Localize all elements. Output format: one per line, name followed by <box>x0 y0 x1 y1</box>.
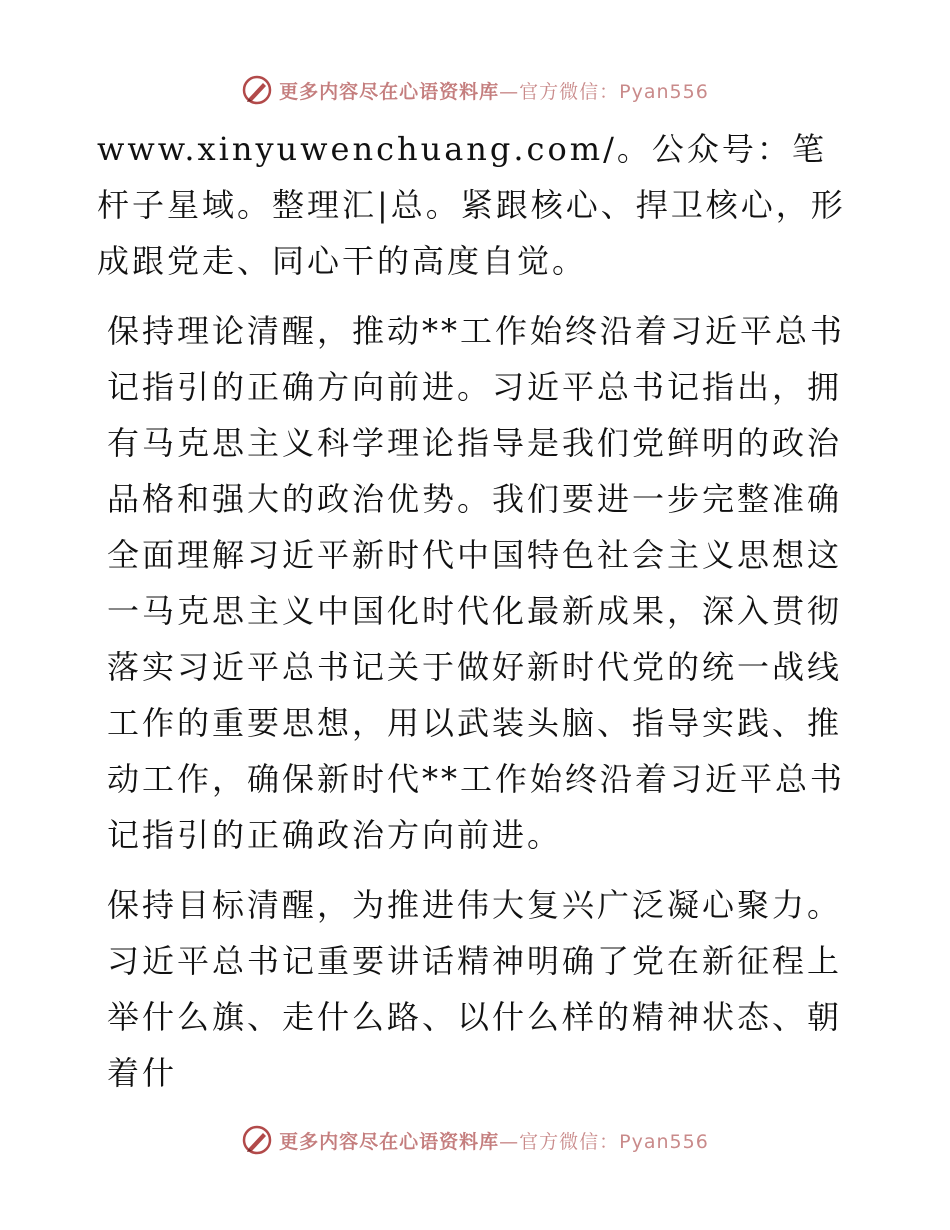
paragraph: www.xinyuwenchuang.com/。公众号：笔杆子星域。整理汇|总。紧跟核心、捍卫核心，形成跟党走、同心干的高度自觉。 <box>97 130 846 280</box>
document-body <box>97 121 857 1101</box>
footer-watermark <box>0 1120 950 1160</box>
header-watermark <box>0 70 950 110</box>
paragraph: 保持目标清醒，为推进伟大复兴广泛凝心聚力。习近平总书记重要讲话精神明确了党在新征程上举什么旗、走什么路、以什么样的精神状态、朝着什 <box>107 886 843 1092</box>
pen-logo-icon <box>241 1124 273 1156</box>
watermark-text: 更多内容尽在心语资料库—官方微信：Pyan556 <box>279 80 709 103</box>
paragraph: 保持理论清醒，推动**工作始终沿着习近平总书记指引的正确方向前进。习近平总书记指出，拥有马克思主义科学理论指导是我们党鲜明的政治品格和强大的政治优势。我们要进一步完整准确全面理解习近平新时代中国特色社会主义思想这一马克思主义中国化时代化最新成果，深入贯彻落实习近平总书记关于做好新时代党的统一战线工作的重要思想，用以武装头脑、指导实践、推动工作，确保新时代**工作始终沿着习近平总书记指引的正确政治方向前进。 <box>107 312 846 854</box>
watermark-text: 更多内容尽在心语资料库—官方微信：Pyan556 <box>279 1130 709 1153</box>
pen-logo-icon <box>241 74 273 106</box>
